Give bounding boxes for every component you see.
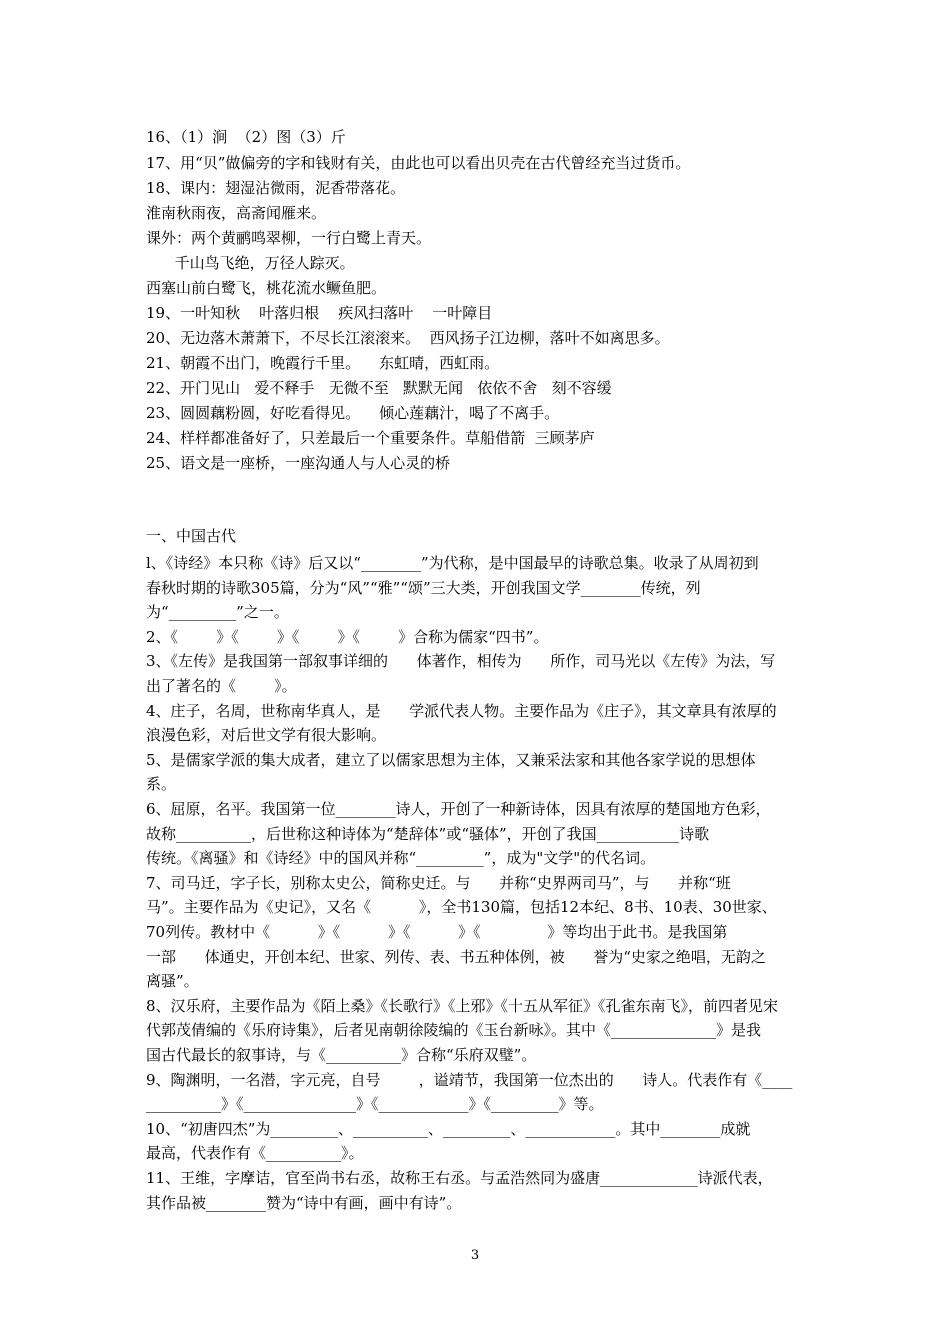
question-line: 其作品被________赞为“诗中有画，画中有诗”。	[146, 1194, 462, 1212]
question-line: 故称__________，后世称这种诗体为“楚辞体”或“骚体”，开创了我国___________诗歌	[146, 825, 710, 843]
question-line: 4、庄子，名周，世称南华真人，是 学派代表人物。主要作品为《庄子》，其文章具有浓厚的	[146, 702, 777, 720]
question-line: 9、陶渊明，一名潜，字元亮，自号 ，谥靖节，我国第一位杰出的 诗人。代表作有《____	[146, 1071, 793, 1089]
answer-line: 课外：两个黄鹂鸣翠柳，一行白鹭上青天。	[146, 229, 432, 247]
question-line: 一部 体通史，开创本纪、世家、列传、表、书五种体例，被 誉为“史家之绝唱，无韵之	[146, 948, 766, 966]
question-line: 系。	[146, 775, 177, 793]
question-line: 5、是儒家学派的集大成者，建立了以儒家思想为主体，又兼采法家和其他各家学说的思想体	[146, 751, 756, 769]
question-line: 为“_________”之一。	[146, 603, 289, 621]
question-line: 传统。《离骚》和《诗经》中的国风并称“_________”，成为"文学"的代名词。	[146, 849, 656, 867]
question-line: 2、《 》《 》《 》《 》合称为儒家“四书”。	[146, 628, 549, 646]
answer-line: 20、无边落木萧萧下，不尽长江滚滚来。 西风扬子江边柳，落叶不如离思多。	[146, 329, 670, 347]
question-line: 3、《左传》是我国第一部叙事详细的 体著作，相传为 所作，司马光以《左传》为法，写	[146, 652, 776, 670]
question-line: 6、屈原，名平。我国第一位________诗人，开创了一种新诗体，因具有浓厚的楚国地方色彩，	[146, 800, 771, 818]
answer-line: 18、课内：翅湿沾微雨，泥香带落花。	[146, 179, 406, 197]
answer-line: 19、一叶知秋 叶落归根 疾风扫落叶 一叶障目	[146, 304, 493, 322]
question-line: 代郭茂倩编的《乐府诗集》，后者见南朝徐陵编的《玉台新咏》。其中《______________》是我	[146, 1021, 762, 1039]
page-number: 3	[470, 1248, 480, 1263]
answer-line: 17、用“贝”做偏旁的字和钱财有关，由此也可以看出贝壳在古代曾经充当过货币。	[146, 154, 691, 172]
answer-line: 千山鸟飞绝，万径人踪灭。	[146, 254, 355, 272]
answer-line: 24、样样都准备好了，只差最后一个重要条件。草船借箭 三顾茅庐	[146, 429, 595, 447]
answer-line: 21、朝霞不出门，晚霞行千里。 东虹晴，西虹雨。	[146, 354, 500, 372]
question-line: 8、汉乐府，主要作品为《陌上桑》《长歌行》《上邪》《十五从军征》《孔雀东南飞》，前四者见宋	[146, 997, 779, 1015]
section-title: 一、中国古代	[146, 527, 237, 545]
question-line: 70列传。教材中《 》《 》《 》《 》等均出于此书。是我国第	[146, 923, 728, 941]
answer-line: 16、（1）涧 （2）图（3）斤	[146, 128, 346, 146]
answer-line: 西塞山前白鹭飞，桃花流水鳜鱼肥。	[146, 279, 387, 297]
question-line: 春秋时期的诗歌305篇，分为“风”“雅”“颂”三大类，开创我国文学________传统，列	[146, 579, 701, 597]
question-line: 马”。主要作品为《史记》，又名《 》，全书130篇，包括12本纪、8书、10表、30世家、	[146, 898, 777, 916]
question-line: 离骚”。	[146, 972, 199, 990]
answer-line: 22、开门见山 爱不释手 无微不至 默默无闻 依依不舍 刻不容缓	[146, 379, 612, 397]
question-line: 国古代最长的叙事诗，与《__________》合称“乐府双璧”。	[146, 1046, 537, 1064]
question-line: 出了著名的《 》。	[146, 677, 297, 695]
question-line: 11、王维，字摩诘，官至尚书右丞，故称王右丞。与孟浩然同为盛唐_____________诗派代表，	[146, 1169, 773, 1187]
question-line: __________》《_______________》《____________》《_________》等。	[146, 1095, 604, 1113]
question-line: 最高，代表作有《__________》。	[146, 1144, 364, 1162]
answer-line: 23、圆圆藕粉圆，好吃看得见。 倾心莲藕汁，喝了不离手。	[146, 404, 560, 422]
question-line: 浪漫色彩，对后世文学有很大影响。	[146, 726, 387, 744]
answer-line: 25、语文是一座桥，一座沟通人与人心灵的桥	[146, 454, 451, 472]
answer-line: 淮南秋雨夜，高斋闻雁来。	[146, 204, 327, 222]
question-line: l、《诗经》本只称《诗》后又以“________”为代称，是中国最早的诗歌总集。收录了从周初到	[146, 554, 759, 572]
question-line: 7、司马迁，字子长，别称太史公，简称史迁。与 并称“史界两司马”，与 并称“班	[146, 874, 731, 892]
question-line: 10、“初唐四杰”为_________、__________、_________、____________。其中________成就	[146, 1120, 751, 1138]
